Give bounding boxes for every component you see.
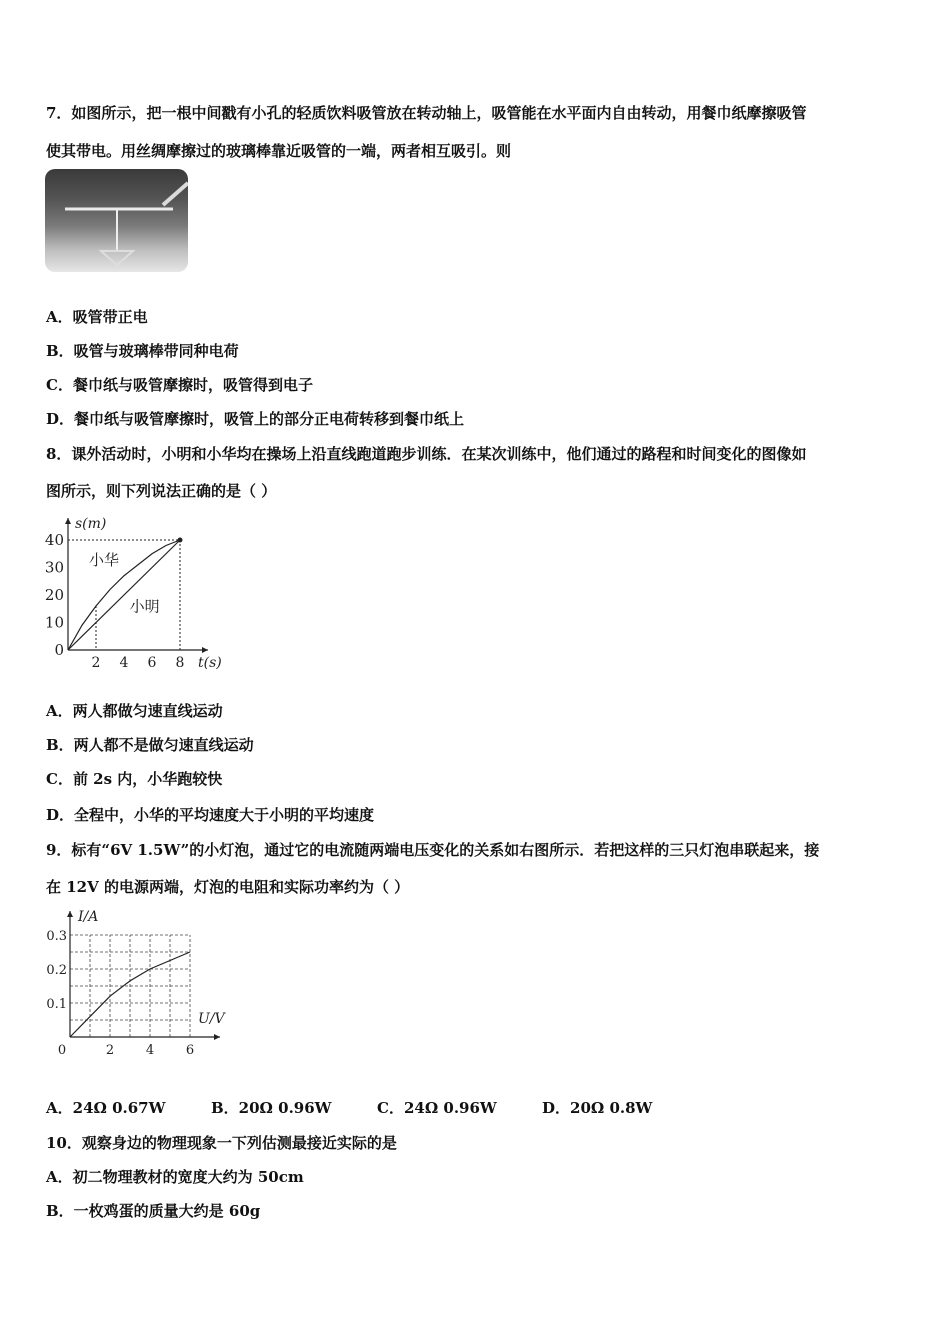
- x-tick-label: 6: [185, 1043, 195, 1058]
- end-point: [178, 538, 183, 543]
- y-tick-label: 0.3: [46, 929, 67, 944]
- y-tick-label: 40: [44, 531, 64, 549]
- y-tick-label: 30: [44, 558, 64, 577]
- x-tick-label: 4: [145, 1043, 155, 1058]
- q7-option-d[interactable]: D．餐巾纸与吸管摩擦时，吸管上的部分正电荷转移到餐巾纸上: [46, 410, 465, 428]
- x-tick-label: 2: [91, 655, 101, 671]
- y-axis-label: I/A: [78, 909, 99, 925]
- series-label-xiaoming: 小明: [129, 597, 160, 616]
- x-tick-label: 8: [175, 655, 185, 671]
- q9-option-d[interactable]: D．20Ω 0.8W: [542, 1099, 653, 1117]
- q8-stem-line2: 图所示，则下列说法正确的是（ ）: [46, 482, 277, 500]
- q10-option-b[interactable]: B．一枚鸡蛋的质量大约是 60g: [46, 1202, 261, 1220]
- x-axis-arrow-icon: [214, 1034, 220, 1040]
- x-axis-arrow-icon: [202, 647, 208, 653]
- y-tick-label: 10: [44, 613, 64, 632]
- q7-stem-line2: 使其带电。用丝绸摩擦过的玻璃棒靠近吸管的一端，两者相互吸引。则: [46, 142, 512, 160]
- series-label-xiaohua: 小华: [89, 550, 120, 569]
- q9-option-a[interactable]: A．24Ω 0.67W: [46, 1099, 166, 1117]
- x-tick-label: 4: [119, 655, 129, 671]
- y-tick-label: 0: [54, 641, 64, 659]
- y-axis-arrow-icon: [67, 911, 73, 917]
- q8-stem-line1: 8．课外活动时，小明和小华均在操场上沿直线跑道跑步训练．在某次训练中，他们通过的路程和时间变化的图像如: [46, 445, 807, 463]
- y-tick-label: 0.2: [46, 963, 67, 978]
- q7-option-a[interactable]: A．吸管带正电: [46, 308, 148, 326]
- q8-option-d[interactable]: D．全程中，小华的平均速度大于小明的平均速度: [46, 806, 375, 824]
- x-tick-label: 0: [57, 1043, 67, 1058]
- q7-option-b[interactable]: B．吸管与玻璃棒带同种电荷: [46, 342, 239, 360]
- q7-option-c[interactable]: C．餐巾纸与吸管摩擦时，吸管得到电子: [46, 376, 313, 394]
- y-axis-label: s(m): [75, 516, 107, 532]
- series-line-1: [68, 540, 180, 650]
- q8-option-c[interactable]: C．前 2s 内，小华跑较快: [46, 770, 223, 788]
- q10-stem: 10．观察身边的物理现象一下列估测最接近实际的是: [46, 1134, 397, 1152]
- y-tick-label: 0.1: [46, 997, 67, 1012]
- x-axis-label: t(s): [198, 655, 222, 671]
- x-tick-label: 2: [105, 1043, 115, 1058]
- straw-photo: [45, 169, 188, 272]
- y-tick-label: 20: [44, 586, 64, 604]
- distance-time-chart: [40, 510, 230, 675]
- q10-option-a[interactable]: A．初二物理教材的宽度大约为 50cm: [46, 1168, 304, 1186]
- q8-option-b[interactable]: B．两人都不是做匀速直线运动: [46, 736, 254, 754]
- q9-option-b[interactable]: B．20Ω 0.96W: [211, 1099, 332, 1117]
- q9-option-c[interactable]: C．24Ω 0.96W: [377, 1099, 497, 1117]
- q9-stem-line2: 在 12V 的电源两端，灯泡的电阻和实际功率约为（ ）: [46, 878, 410, 896]
- y-axis-arrow-icon: [65, 518, 71, 524]
- current-voltage-chart: [40, 905, 240, 1065]
- x-tick-label: 6: [147, 655, 157, 671]
- q8-option-a[interactable]: A．两人都做匀速直线运动: [46, 702, 223, 720]
- q9-stem-line1: 9．标有“6V 1.5W”的小灯泡，通过它的电流随两端电压变化的关系如右图所示．若把这样的三只灯泡串联起来，接: [46, 841, 820, 859]
- q7-stem-line1: 7．如图所示，把一根中间戳有小孔的轻质饮料吸管放在转动轴上，吸管能在水平面内自由转动，用餐巾纸摩擦吸管: [46, 104, 807, 122]
- x-axis-label: U/V: [198, 1011, 225, 1027]
